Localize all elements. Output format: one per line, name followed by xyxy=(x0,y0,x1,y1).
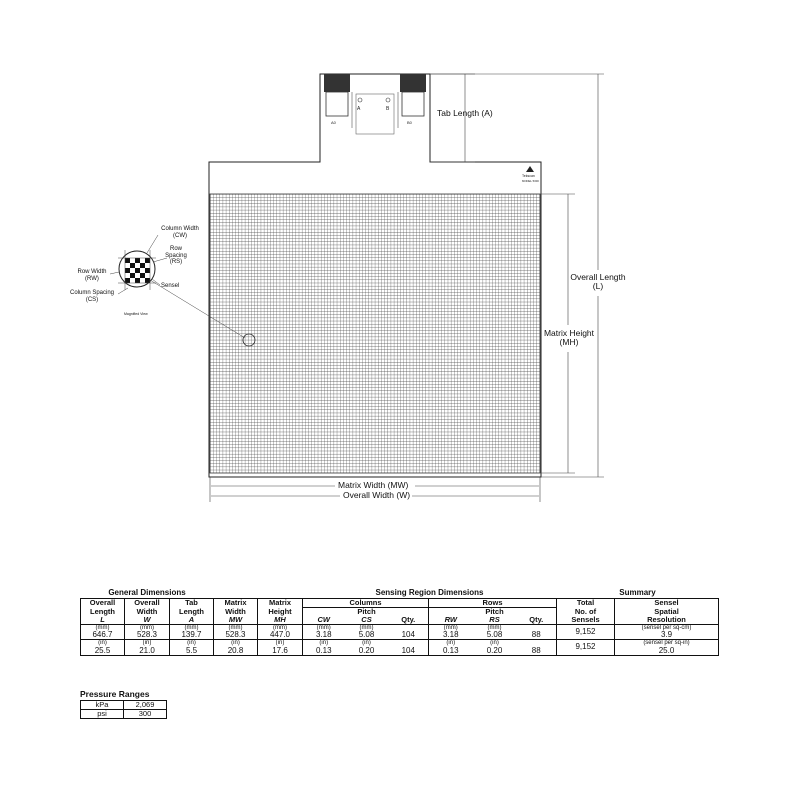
column-spacing-symbol: (CS) xyxy=(85,296,99,303)
row-spacing-symbol: (RS) xyxy=(169,259,183,266)
hdr-tab-length-1: Tab xyxy=(170,599,214,608)
cell-rowqty-mm: 88 xyxy=(517,631,557,640)
hdr-matrix-width-1: Matrix xyxy=(214,599,258,608)
cell-RS-in: 0.20 xyxy=(473,647,517,656)
unit-cell: (in) xyxy=(319,640,329,647)
hdr-col-pitch: Pitch xyxy=(357,606,376,616)
unit-cell: (mm) xyxy=(214,624,258,631)
table-row-in-values xyxy=(81,647,719,656)
hdr-spatial-3: Resolution xyxy=(615,616,719,624)
cell-L-mm: 646.7 xyxy=(81,631,125,640)
cell-colqty-in: 104 xyxy=(389,647,429,656)
hdr-total-1: Total xyxy=(557,599,615,608)
cell-MH-in: 17.6 xyxy=(258,647,303,656)
hdr-total-3: Sensels xyxy=(557,616,615,624)
overall-length-symbol: (L) xyxy=(592,281,604,292)
hdr-matrix-height-2: Height xyxy=(258,607,303,615)
matrix-height-symbol: (MH) xyxy=(559,337,579,348)
res-unit-mm: (sensel per sq-cm) xyxy=(615,624,719,631)
cell-RW-in: 0.13 xyxy=(429,647,473,656)
cell-rowqty-in: 88 xyxy=(517,647,557,656)
matrix-width-label: Matrix Width (MW) xyxy=(338,480,409,490)
hdr-overall-width-1: Overall xyxy=(125,599,170,608)
cell-MW-mm: 528.3 xyxy=(214,631,258,640)
unit-cell: (in) xyxy=(125,640,170,647)
pressure-ranges-title: Pressure Ranges xyxy=(80,689,150,699)
hdr-row-pitch: Pitch xyxy=(485,606,504,616)
pressure-ranges-table xyxy=(80,700,167,719)
cell-CS-in: 0.20 xyxy=(345,647,389,656)
tab-connector-left xyxy=(324,74,350,92)
cell-A-in: 5.5 xyxy=(170,647,214,656)
hdr-tab-length-2: Length xyxy=(170,607,214,615)
hdr-overall-length-1: Overall xyxy=(81,599,125,608)
hdr-total-2: No. of xyxy=(557,607,615,615)
tab-marker-left: A xyxy=(357,106,361,112)
matrix-height-label xyxy=(537,329,601,348)
tab-code-left: A0 xyxy=(331,120,336,125)
table-row-in xyxy=(81,640,719,647)
cell-MH-mm: 447.0 xyxy=(258,631,303,640)
unit-cell: (in) xyxy=(362,640,371,647)
cell-CW-in: 0.13 xyxy=(303,647,345,656)
overall-length-label-text: Overall Length xyxy=(570,272,626,282)
cell-res-in: 25.0 xyxy=(615,647,719,656)
hdr-overall-width-3: W xyxy=(125,616,170,624)
hdr-col-qty: Qty. xyxy=(389,616,429,624)
unit-cell: (mm) xyxy=(359,624,374,631)
table-row-mm-values xyxy=(81,631,719,640)
pressure-row xyxy=(81,710,167,719)
cell-CS-mm: 5.08 xyxy=(345,631,389,640)
cell-res-mm: 3.9 xyxy=(615,631,719,640)
total-sensels-mm: 9,152 xyxy=(557,624,615,640)
row-spacing-label-text2: Spacing xyxy=(165,252,187,259)
unit-cell: (in) xyxy=(490,640,499,647)
pressure-unit-kpa: kPa xyxy=(81,701,124,710)
group-sensing: Sensing Region Dimensions xyxy=(375,587,484,597)
cell-RS-mm: 5.08 xyxy=(473,631,517,640)
tab-code-right: B0 xyxy=(407,120,412,125)
unit-cell: (mm) xyxy=(170,624,214,631)
sensel-label: Sensel xyxy=(161,283,180,289)
hdr-columns: Columns xyxy=(303,599,429,608)
brand-text: Tekscan xyxy=(522,174,535,178)
hdr-overall-width-2: Width xyxy=(125,607,170,615)
hdr-row-qty: Qty. xyxy=(517,616,557,624)
total-sensels-in: 9,152 xyxy=(557,640,615,656)
cell-RW-mm: 3.18 xyxy=(429,631,473,640)
row-width-label-text: Row Width xyxy=(77,269,107,275)
hdr-tab-length-3: A xyxy=(170,616,214,624)
row-spacing-label-text: Row xyxy=(169,246,182,252)
column-spacing-label-text: Column Spacing xyxy=(69,290,115,296)
sensing-matrix xyxy=(210,194,540,473)
hdr-matrix-width-2: Width xyxy=(214,607,258,615)
pressure-unit-psi: psi xyxy=(81,710,124,719)
model-text: MODEL 5300 xyxy=(522,179,539,183)
hdr-matrix-height-3: MH xyxy=(258,616,303,624)
hdr-cs: CS xyxy=(345,616,389,624)
tab-length-label: Tab Length (A) xyxy=(437,108,493,118)
hdr-overall-length-2: Length xyxy=(81,607,125,615)
pressure-value-kpa: 2,069 xyxy=(124,701,167,710)
unit-cell: (in) xyxy=(214,640,258,647)
dimensions-table xyxy=(80,588,719,656)
table-row-mm xyxy=(81,624,719,631)
hdr-matrix-height-1: Matrix xyxy=(258,599,303,608)
tab-marker-right: B xyxy=(386,106,390,112)
hdr-matrix-width-3: MW xyxy=(214,616,258,624)
cell-W-mm: 528.3 xyxy=(125,631,170,640)
unit-cell: (mm) xyxy=(258,624,303,631)
hdr-rs: RS xyxy=(473,616,517,624)
cell-L-in: 25.5 xyxy=(81,647,125,656)
pressure-value-psi: 300 xyxy=(124,710,167,719)
hdr-rows: Rows xyxy=(429,599,557,608)
column-spacing-label xyxy=(62,290,122,303)
hdr-spatial-2: Spatial xyxy=(615,607,719,615)
cell-CW-mm: 3.18 xyxy=(303,631,345,640)
cell-colqty-mm: 104 xyxy=(389,631,429,640)
hdr-rw: RW xyxy=(429,616,473,624)
unit-cell: (mm) xyxy=(125,624,170,631)
row-spacing-label xyxy=(158,246,194,266)
column-width-symbol: (CW) xyxy=(173,232,187,239)
column-width-label-text: Column Width xyxy=(161,226,199,232)
group-summary: Summary xyxy=(619,587,656,597)
row-width-symbol: (RW) xyxy=(85,275,99,282)
unit-cell: (in) xyxy=(258,640,303,647)
cell-A-mm: 139.7 xyxy=(170,631,214,640)
hdr-cw: CW xyxy=(303,616,345,624)
overall-length-label xyxy=(566,273,630,292)
hdr-spatial-1: Sensel xyxy=(615,599,719,608)
unit-cell: (mm) xyxy=(81,624,125,631)
unit-cell: (in) xyxy=(81,640,125,647)
group-general: General Dimensions xyxy=(108,587,186,597)
tab-connector-right xyxy=(400,74,426,92)
overall-width-label: Overall Width (W) xyxy=(343,490,411,500)
hdr-overall-length-3: L xyxy=(81,616,125,624)
unit-cell: (mm) xyxy=(316,624,331,631)
unit-cell: (in) xyxy=(170,640,214,647)
res-unit-in: (sensel per sq-in) xyxy=(615,640,719,647)
unit-cell: (mm) xyxy=(487,624,502,631)
row-width-label xyxy=(72,269,112,282)
column-width-label xyxy=(152,226,208,239)
unit-cell: (mm) xyxy=(443,624,458,631)
cell-MW-in: 20.8 xyxy=(214,647,258,656)
matrix-height-label-text: Matrix Height xyxy=(543,328,595,338)
unit-cell: (in) xyxy=(446,640,456,647)
magnified-view-label: Magnified View xyxy=(124,312,148,316)
cell-W-in: 21.0 xyxy=(125,647,170,656)
pressure-row xyxy=(81,701,167,710)
